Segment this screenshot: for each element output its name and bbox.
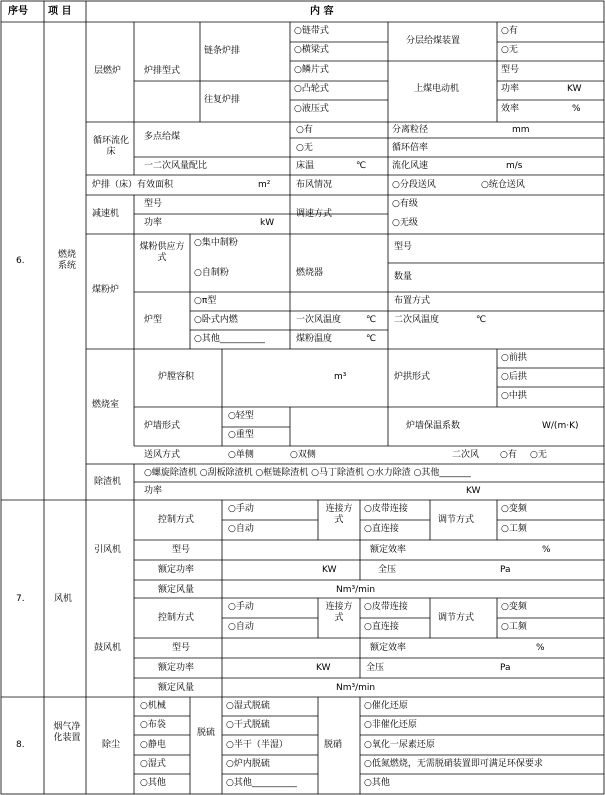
- forced-adjust-opt-1[interactable]: ○变频: [501, 602, 527, 612]
- chain-grate-label: 链条炉排: [204, 46, 241, 56]
- motor-eff: 效率: [501, 104, 520, 114]
- recip-opt-1[interactable]: ○凸轮式: [294, 84, 329, 94]
- bed-temp-unit: ℃: [356, 161, 367, 171]
- recip-grate-label: 往复炉排: [204, 95, 241, 105]
- forced-model-label: 型号: [172, 643, 191, 653]
- induced-flow-label: 额定风量: [158, 585, 195, 595]
- forced-control-opt-1[interactable]: ○手动: [228, 602, 254, 612]
- primary-temp-unit: ℃: [366, 315, 377, 325]
- arch-opt-3[interactable]: ○中拱: [501, 391, 527, 401]
- secondary-temp-unit: ℃: [476, 315, 487, 325]
- reducer-power-unit: kW: [260, 218, 275, 228]
- circ-ratio-label: 循环倍率: [392, 143, 429, 153]
- header-content: 内 容: [310, 6, 334, 17]
- induced-fan-label: 引风机: [94, 545, 122, 555]
- burner-layout: 布置方式: [394, 296, 431, 306]
- desulf-opt-4[interactable]: ○炉内脱硫: [226, 759, 270, 769]
- reducer-label: 减速机: [92, 209, 120, 219]
- header-item: 项 目: [48, 6, 72, 17]
- induced-connect-label: 连接方式: [325, 504, 353, 525]
- cfb-feed-opt-2[interactable]: ○无: [296, 143, 313, 153]
- row-7-seq: 7.: [16, 594, 25, 604]
- row-7-item: 风机: [54, 594, 73, 604]
- reducer-model: 型号: [144, 199, 163, 209]
- furnace-type-label: 炉型: [144, 315, 163, 325]
- forced-connect-label: 连接方式: [325, 602, 353, 623]
- motor-model: 型号: [501, 65, 520, 75]
- feed-opt-2[interactable]: ○无: [501, 45, 518, 55]
- air-ratio-label: 一二次风量配比: [144, 161, 208, 171]
- slag-power: 功率: [144, 486, 163, 496]
- arch-opt-1[interactable]: ○前拱: [501, 353, 527, 363]
- insul-unit: W/(m·K): [542, 421, 579, 431]
- reducer-power: 功率: [144, 218, 163, 228]
- feed-opt-1[interactable]: ○有: [501, 26, 518, 36]
- volume-label: 炉膛容积: [158, 372, 195, 382]
- wall-opt-1[interactable]: ○轻型: [228, 411, 254, 421]
- forced-connect-opt-2[interactable]: ○直连接: [364, 622, 399, 632]
- slag-power-unit: KW: [466, 486, 481, 496]
- air-mode-label: 送风方式: [144, 450, 181, 460]
- cfb-label: 循环流化床: [92, 136, 129, 157]
- dust-opt-4[interactable]: ○湿式: [140, 759, 166, 769]
- motor-eff-unit: %: [572, 104, 581, 114]
- induced-adjust-opt-2[interactable]: ○工频: [501, 524, 527, 534]
- dust-opt-1[interactable]: ○机械: [140, 701, 166, 711]
- coal-motor-label: 上煤电动机: [414, 84, 460, 94]
- slag-label: 除渣机: [94, 477, 122, 487]
- row-6-item: 燃烧系统: [57, 250, 76, 271]
- chain-opt-3[interactable]: ○鳞片式: [294, 65, 329, 75]
- arch-type-label: 炉拱形式: [394, 372, 431, 382]
- multi-feed-label: 多点给煤: [144, 132, 181, 142]
- supply-opt-2[interactable]: ○自制粉: [194, 268, 229, 278]
- dust-opt-2[interactable]: ○布袋: [140, 720, 166, 730]
- desulf-opt-2[interactable]: ○干式脱硫: [226, 720, 270, 730]
- chain-opt-2[interactable]: ○横梁式: [294, 45, 329, 55]
- air-dist-label: 布风情况: [296, 180, 333, 190]
- forced-pressure-label: 全压: [366, 663, 385, 673]
- secondary-air-label: 二次风: [452, 450, 480, 460]
- forced-eff-label: 额定效率: [370, 643, 407, 653]
- desulf-opt-5[interactable]: ○其他__________: [226, 778, 297, 788]
- forced-adjust-label: 调节方式: [438, 613, 475, 623]
- induced-pressure-label: 全压: [378, 565, 397, 575]
- type-opt-3[interactable]: ○其他__________: [194, 334, 265, 344]
- induced-pressure-unit: Pa: [500, 565, 511, 575]
- burner-model: 型号: [394, 242, 413, 252]
- forced-pressure-unit: Pa: [500, 663, 511, 673]
- speed-opt-2[interactable]: ○无级: [392, 218, 418, 228]
- induced-flow-unit: Nm³/min: [336, 585, 376, 595]
- induced-eff-label: 额定效率: [370, 545, 407, 555]
- motor-power-unit: KW: [567, 84, 582, 94]
- dust-opt-5[interactable]: ○其他: [140, 778, 166, 788]
- denitr-opt-5[interactable]: ○其他: [364, 778, 390, 788]
- coal-temp-unit: ℃: [366, 334, 377, 344]
- grate-area-unit: m²: [258, 180, 271, 190]
- denitr-opt-1[interactable]: ○催化还原: [364, 701, 408, 711]
- cfb-feed-opt-1[interactable]: ○有: [296, 125, 313, 135]
- denitr-opt-2[interactable]: ○非催化还原: [364, 720, 417, 730]
- layered-furnace-label: 层燃炉: [94, 66, 122, 76]
- chain-opt-1[interactable]: ○链带式: [294, 26, 329, 36]
- induced-adjust-label: 调节方式: [438, 515, 475, 525]
- wall-opt-2[interactable]: ○重型: [228, 430, 254, 440]
- induced-control-opt-2[interactable]: ○自动: [228, 524, 254, 534]
- motor-power: 功率: [501, 84, 520, 94]
- layered-feed-label: 分层给煤装置: [406, 36, 461, 46]
- induced-control-opt-1[interactable]: ○手动: [228, 504, 254, 514]
- forced-control-opt-2[interactable]: ○自动: [228, 622, 254, 632]
- slag-opts[interactable]: ○螺旋除渣机 ○刮板除渣机 ○框链除渣机 ○马丁除渣机 ○水力除渣 ○其他_______: [144, 468, 471, 478]
- header-seq: 序号: [8, 6, 28, 17]
- arch-opt-2[interactable]: ○后拱: [501, 372, 527, 382]
- induced-adjust-opt-1[interactable]: ○变频: [501, 504, 527, 514]
- induced-power-unit: KW: [322, 565, 337, 575]
- type-opt-1[interactable]: ○π型: [194, 296, 217, 306]
- forced-power-label: 额定功率: [158, 663, 195, 673]
- volume-unit: m³: [334, 372, 347, 382]
- forced-connect-opt-1[interactable]: ○皮带连接: [364, 602, 408, 612]
- forced-control-label: 控制方式: [158, 613, 195, 623]
- pc-furnace-label: 煤粉炉: [92, 285, 120, 295]
- wall-type-label: 炉墙形式: [144, 421, 181, 431]
- induced-connect-opt-1[interactable]: ○皮带连接: [364, 504, 408, 514]
- induced-power-label: 额定功率: [158, 565, 195, 575]
- grate-area-label: 炉排（床）有效面积: [92, 180, 174, 190]
- forced-adjust-opt-2[interactable]: ○工频: [501, 622, 527, 632]
- desulf-label: 脱硫: [196, 728, 215, 738]
- dust-label: 除尘: [102, 740, 121, 750]
- air-dist-opt-2[interactable]: ○统仓送风: [481, 180, 525, 190]
- row-8-seq: 8.: [16, 740, 25, 750]
- type-opt-2[interactable]: ○卧式内燃: [194, 315, 238, 325]
- forced-power-unit: KW: [316, 663, 331, 673]
- sep-size-label: 分离粒径: [392, 125, 429, 135]
- sep-size-unit: mm: [512, 125, 530, 135]
- forced-flow-label: 额定风量: [158, 683, 195, 693]
- secondary-temp-label: 二次风温度: [394, 315, 440, 325]
- induced-connect-opt-2[interactable]: ○直连接: [364, 524, 399, 534]
- induced-model-label: 型号: [172, 545, 191, 555]
- row-8-item: 烟气净化装置: [53, 722, 81, 743]
- denitr-opt-3[interactable]: ○氧化一尿素还原: [364, 740, 435, 750]
- secondary-opt-2[interactable]: ○无: [530, 450, 547, 460]
- row-6-seq: 6.: [16, 256, 25, 266]
- forced-flow-unit: Nm³/min: [336, 683, 376, 693]
- air-mode-opt-2[interactable]: ○双侧: [290, 450, 316, 460]
- supply-opt-1[interactable]: ○集中制粉: [194, 238, 238, 248]
- chamber-label: 燃烧室: [92, 400, 120, 410]
- dust-opt-3[interactable]: ○静电: [140, 740, 166, 750]
- fluid-speed-label: 流化风速: [392, 161, 429, 171]
- speed-opt-1[interactable]: ○有级: [392, 199, 418, 209]
- grate-type-label: 炉排型式: [144, 66, 181, 76]
- forced-fan-label: 鼓风机: [94, 643, 122, 653]
- desulf-opt-3[interactable]: ○半干（半湿）: [226, 740, 288, 750]
- burner-label: 燃烧器: [296, 268, 324, 278]
- bed-temp-label: 床温: [296, 161, 315, 171]
- desulf-opt-1[interactable]: ○湿式脱硫: [226, 701, 270, 711]
- induced-eff-unit: %: [542, 545, 551, 555]
- primary-temp-label: 一次风温度: [296, 315, 342, 325]
- coal-temp-label: 煤粉温度: [296, 334, 333, 344]
- burner-qty: 数量: [394, 272, 413, 282]
- denitr-label: 脱硝: [324, 740, 343, 750]
- air-dist-opt-1[interactable]: ○分段送风: [392, 180, 436, 190]
- induced-control-label: 控制方式: [158, 515, 195, 525]
- fluid-speed-unit: m/s: [506, 161, 523, 171]
- speed-mode-label: 调速方式: [296, 209, 333, 219]
- recip-opt-2[interactable]: ○液压式: [294, 104, 329, 114]
- secondary-opt-1[interactable]: ○有: [500, 450, 517, 460]
- denitr-opt-4[interactable]: ○低氮燃烧，无需脱硝装置即可满足环保要求: [364, 759, 543, 769]
- forced-eff-unit: %: [536, 643, 545, 653]
- supply-label: 煤粉供应方式: [139, 242, 185, 263]
- insul-label: 炉墙保温系数: [406, 421, 461, 431]
- air-mode-opt-1[interactable]: ○单侧: [228, 450, 254, 460]
